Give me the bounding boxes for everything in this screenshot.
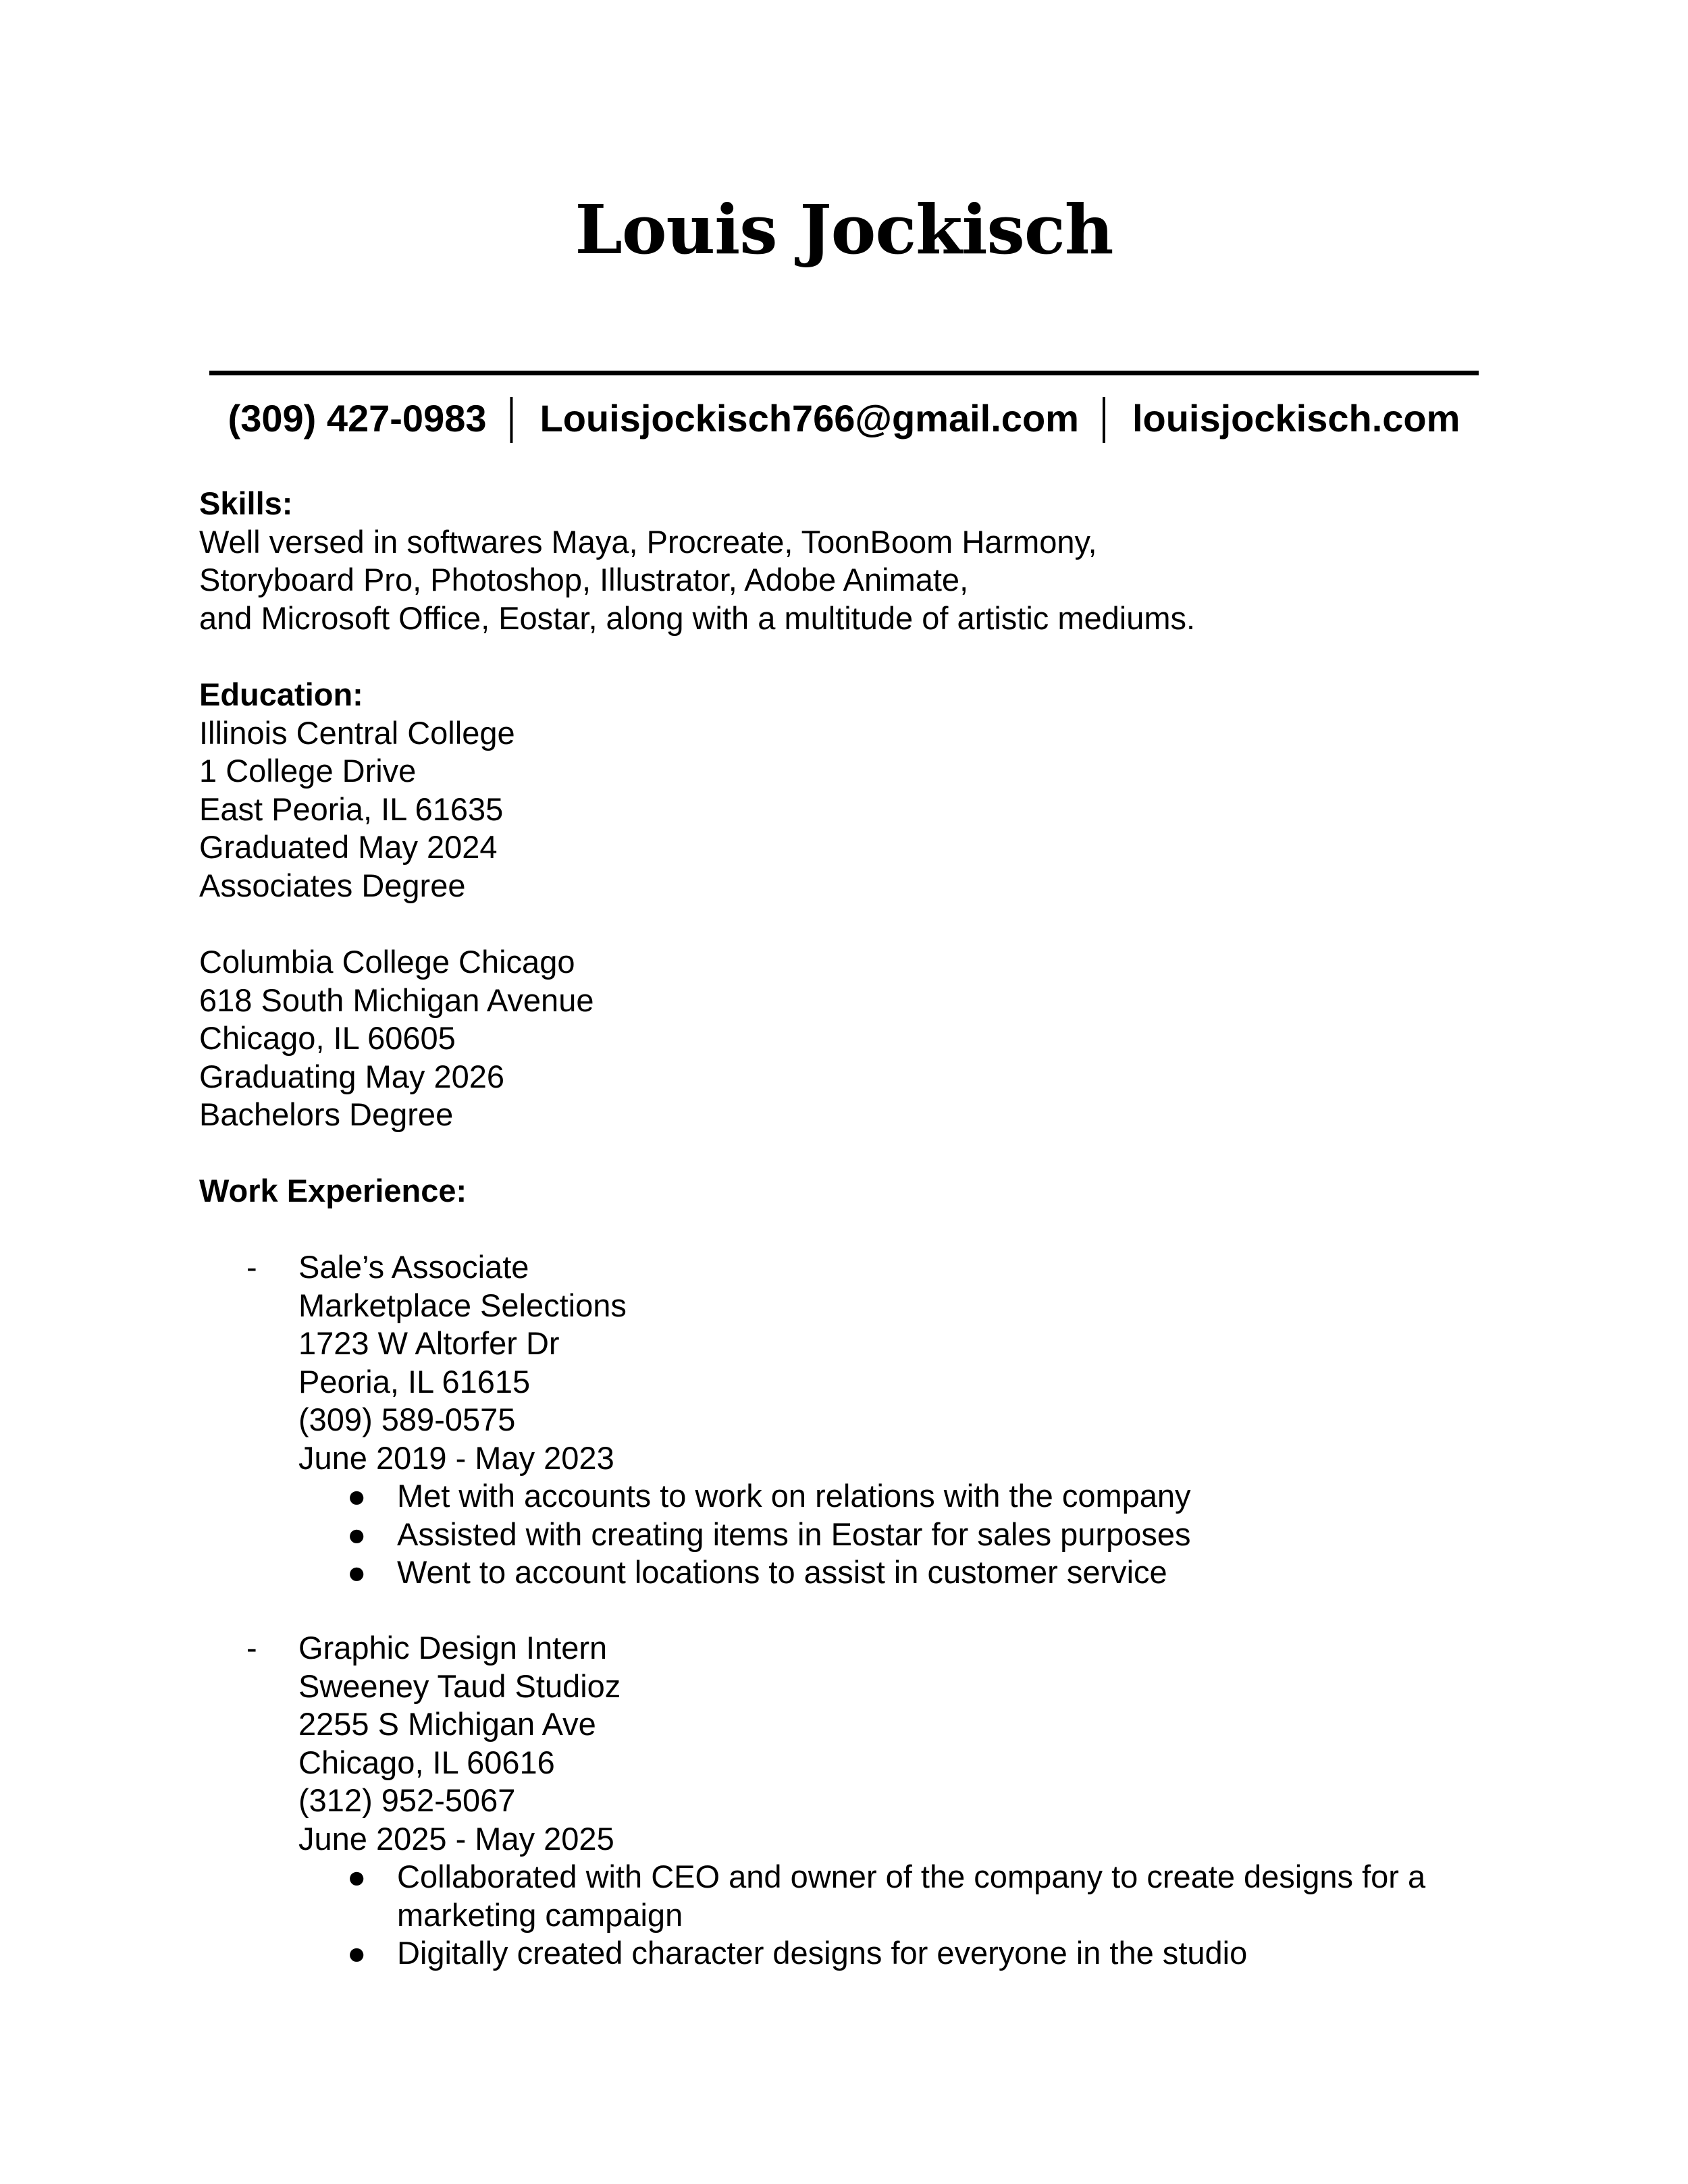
contact-line (0, 393, 1688, 444)
school-city: Chicago, IL 60605 (199, 1020, 456, 1056)
contact-website: louisjockisch.com (1132, 397, 1460, 440)
school-status: Graduating May 2026 (199, 1058, 505, 1094)
school-city: East Peoria, IL 61635 (199, 791, 504, 827)
job-bullet: Went to account locations to assist in customer service (397, 1554, 1167, 1590)
bullet-icon: ● (347, 1859, 367, 1894)
school-degree: Bachelors Degree (199, 1096, 454, 1132)
header-divider (209, 371, 1479, 375)
work-section (199, 1172, 467, 1210)
skills-heading: Skills: (199, 485, 293, 521)
contact-separator: │ (501, 397, 525, 440)
education-school-2 (199, 943, 594, 1134)
contact-phone: (309) 427-0983 (228, 397, 487, 440)
job-bullet: Collaborated with CEO and owner of the company to create designs for a (397, 1859, 1426, 1894)
job-bullet-continuation: marketing campaign (397, 1896, 683, 1933)
job-city: Peoria, IL 61615 (298, 1363, 531, 1400)
job-dates: June 2019 - May 2023 (298, 1439, 614, 1476)
school-address: 1 College Drive (199, 753, 417, 789)
job-phone: (309) 589-0575 (298, 1402, 516, 1437)
school-degree: Associates Degree (199, 867, 466, 903)
school-name: Illinois Central College (199, 714, 515, 751)
job-phone: (312) 952-5067 (298, 1782, 516, 1818)
school-status: Graduated May 2024 (199, 829, 498, 865)
job-title: Graphic Design Intern (298, 1630, 608, 1666)
job-title: Sale’s Associate (298, 1249, 529, 1285)
education-heading: Education: (199, 676, 363, 712)
job-bullet: Digitally created character designs for everyone in the studio (397, 1935, 1248, 1971)
job-company: Sweeney Taud Studioz (298, 1668, 621, 1704)
job-company: Marketplace Selections (298, 1287, 627, 1323)
work-heading: Work Experience: (199, 1173, 467, 1208)
job-city: Chicago, IL 60616 (298, 1744, 555, 1780)
skills-line: Well versed in softwares Maya, Procreate, ToonBoom Harmony, (199, 523, 1097, 560)
job-dash: - (246, 1249, 257, 1285)
job-bullet: Met with accounts to work on relations with the company (397, 1478, 1191, 1514)
job-address: 2255 S Michigan Ave (298, 1706, 596, 1742)
job-dash: - (246, 1630, 257, 1666)
contact-separator: │ (1093, 397, 1117, 440)
job-dates: June 2025 - May 2025 (298, 1820, 614, 1857)
job-address: 1723 W Altorfer Dr (298, 1325, 560, 1361)
education-section (199, 676, 515, 905)
bullet-icon: ● (347, 1516, 367, 1552)
contact-email: Louisjockisch766@gmail.com (539, 397, 1079, 440)
bullet-icon: ● (347, 1478, 367, 1514)
bullet-icon: ● (347, 1935, 367, 1971)
skills-line: Storyboard Pro, Photoshop, Illustrator, Adobe Animate, (199, 562, 969, 597)
candidate-name: Louis Jockisch (575, 190, 1113, 269)
school-name: Columbia College Chicago (199, 944, 575, 980)
bullet-icon: ● (347, 1554, 367, 1590)
skills-line: and Microsoft Office, Eostar, along with a multitude of artistic mediums. (199, 600, 1196, 636)
skills-section (199, 485, 1195, 637)
job-bullet: Assisted with creating items in Eostar for sales purposes (397, 1516, 1191, 1552)
school-address: 618 South Michigan Avenue (199, 982, 594, 1018)
